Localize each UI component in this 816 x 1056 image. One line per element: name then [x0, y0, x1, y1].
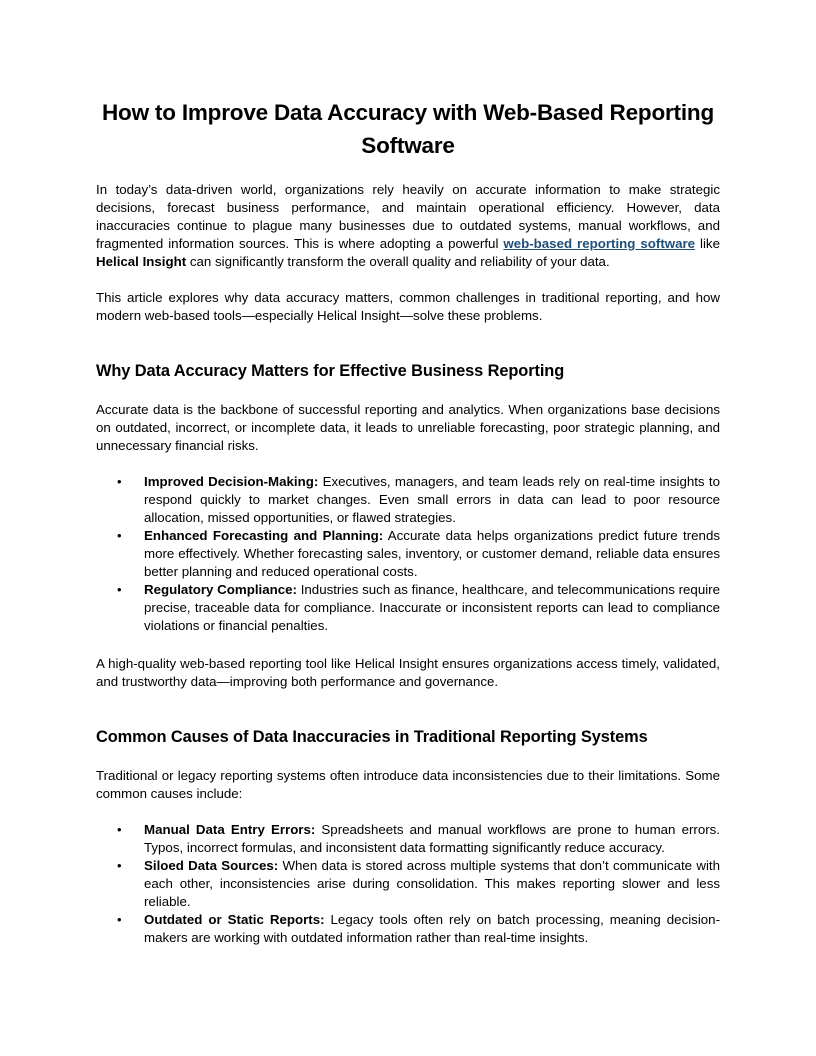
section1-closing-paragraph: A high-quality web-based reporting tool like Helical Insight ensures organizations access timely, validated, and trustworthy data—improving both performance and governance. [96, 656, 720, 689]
list-item [0, 911, 720, 947]
list-item-text: Spreadsheets and manual workflows are prone to human errors. Typos, incorrect formulas, and inconsistent data formatting significantly reduce accuracy. [144, 822, 720, 855]
list-item-text: Executives, managers, and team leads rely on real-time insights to respond quickly to market changes. Even small errors in data can lead to poor resource allocation, missed opportunities, or flawed strategies. [144, 474, 720, 525]
intro-text-like: like [695, 236, 720, 251]
intro-text-end: can significantly transform the overall quality and reliability of your data. [186, 254, 610, 269]
overview-paragraph: This article explores why data accuracy matters, common challenges in traditional reporting, and how modern web-based tools—especially Helical Insight—solve these problems. [96, 290, 720, 323]
list-item-label: Improved Decision-Making: [144, 474, 319, 489]
intro-text: In today’s data-driven world, organizations rely heavily on accurate information to make strategic decisions, forecast business performance, and maintain operational efficiency. However, data inaccuracies continue to plague many businesses due to outdated systems, manual workflows, and fragmented information sources. This is where adopting a powerful [96, 182, 720, 251]
bullet-icon: • [117, 822, 122, 837]
list-item-label: Siloed Data Sources: [144, 858, 279, 873]
list-item-text: Industries such as finance, healthcare, and telecommunications require precise, traceable data for compliance. Inaccurate or inconsistent reports can lead to compliance violations or financial penalties. [144, 582, 721, 633]
list-item [0, 581, 720, 635]
section2-paragraph: Traditional or legacy reporting systems often introduce data inconsistencies due to their limitations. Some common causes include: [96, 768, 720, 801]
list-item-text: Accurate data helps organizations predict future trends more effectively. Whether forecasting sales, inventory, or customer demand, reliable data ensures better planning and reduced operational costs. [144, 528, 720, 579]
bullet-icon: • [117, 474, 122, 489]
section-heading-common-causes: Common Causes of Data Inaccuracies in Traditional Reporting Systems [96, 728, 648, 746]
list-item-label: Manual Data Entry Errors: [144, 822, 316, 837]
list-item-text: Legacy tools often rely on batch processing, meaning decision-makers are working with outdated information rather than real-time insights. [144, 912, 720, 945]
intro-paragraph [96, 181, 720, 271]
list-item-label: Enhanced Forecasting and Planning: [144, 528, 384, 543]
bullet-icon: • [117, 582, 122, 597]
list-item-text: When data is stored across multiple systems that don’t communicate with each other, inconsistencies arise during consolidation. This makes reporting slower and less reliable. [144, 858, 720, 909]
list-item [0, 821, 720, 857]
bullet-icon: • [117, 858, 122, 873]
list-item [0, 857, 720, 911]
bullet-icon: • [117, 528, 122, 543]
section-heading-why-accuracy: Why Data Accuracy Matters for Effective Business Reporting [96, 362, 565, 380]
list-item-label: Outdated or Static Reports: [144, 912, 325, 927]
list-item-label: Regulatory Compliance: [144, 582, 297, 597]
bullet-icon: • [117, 912, 122, 927]
page-title: How to Improve Data Accuracy with Web-Based Reporting Software [101, 100, 714, 158]
list-item [0, 473, 720, 527]
web-based-reporting-software-link[interactable]: web-based reporting software [503, 236, 696, 251]
section2-bullet-list [0, 821, 816, 947]
brand-name: Helical Insight [96, 254, 187, 269]
section1-bullet-list [0, 473, 816, 635]
list-item [0, 527, 720, 581]
section1-paragraph: Accurate data is the backbone of successful reporting and analytics. When organizations base decisions on outdated, incorrect, or incomplete data, it leads to unreliable forecasting, poor strategic planning, and unnecessary financial risks. [96, 402, 720, 453]
